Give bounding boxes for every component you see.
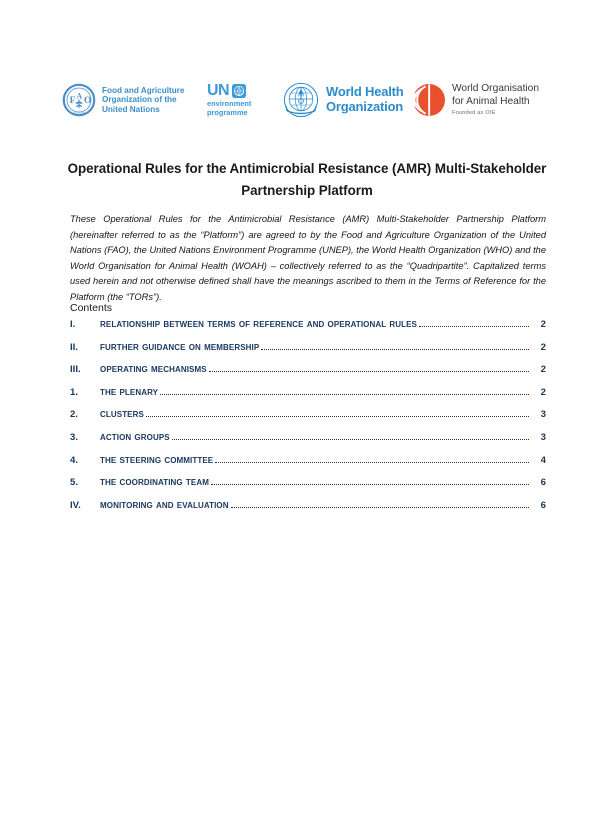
toc-leader-dots <box>211 477 529 485</box>
toc-page-number: 4 <box>540 454 546 466</box>
unep-abbrev: UN <box>207 81 230 99</box>
toc-page-number: 2 <box>540 364 546 376</box>
who-line-2: Organization <box>326 99 404 114</box>
svg-text:A: A <box>76 91 83 101</box>
toc-leader-dots <box>172 432 529 440</box>
svg-text:O: O <box>84 96 92 106</box>
toc-label: action groups <box>100 430 170 443</box>
logo-woah <box>412 83 552 117</box>
toc-entry[interactable] <box>70 454 546 477</box>
toc-label: the plenary <box>100 385 159 398</box>
fao-line-3: United Nations <box>102 104 160 114</box>
fao-emblem-icon <box>62 83 96 117</box>
toc-label: clusters <box>100 408 144 421</box>
toc-leader-dots <box>146 409 529 417</box>
toc-page-number: 2 <box>540 341 546 353</box>
toc-number: 1. <box>70 386 79 398</box>
toc-entry[interactable] <box>70 341 546 364</box>
svg-text:F: F <box>69 96 76 106</box>
who-line-1: World Health <box>326 84 404 100</box>
toc-number: II. <box>70 341 78 353</box>
toc-number: I. <box>70 319 76 330</box>
table-of-contents <box>70 318 546 521</box>
who-emblem-icon <box>282 81 320 119</box>
toc-page-number: 6 <box>540 499 546 511</box>
fao-line-2: Organization of the <box>102 95 177 105</box>
toc-label: operating mechanisms <box>100 363 207 376</box>
unep-wordmark <box>207 100 251 117</box>
woah-subtitle: Founded as OIE <box>452 109 496 116</box>
woah-line-2: for Animal Health <box>452 95 530 107</box>
toc-label: the coordinating team <box>100 476 209 489</box>
toc-leader-dots <box>209 364 529 372</box>
toc-leader-dots <box>215 455 529 463</box>
toc-entry[interactable] <box>70 499 546 522</box>
logo-fao <box>62 83 207 117</box>
toc-page-number: 3 <box>540 431 546 443</box>
toc-entry[interactable] <box>70 408 546 431</box>
toc-label: further guidance on membership <box>100 340 260 353</box>
logo-who <box>282 81 412 119</box>
unep-line-2: programme <box>207 107 248 117</box>
toc-number: III. <box>70 364 81 376</box>
woah-line-1: World Organisation <box>452 83 540 95</box>
toc-number: IV. <box>70 499 81 511</box>
toc-leader-dots <box>231 500 529 508</box>
unep-line-1: environment <box>207 98 252 108</box>
organization-logo-bar <box>62 70 552 130</box>
toc-page-number: 3 <box>540 409 546 421</box>
toc-page-number: 2 <box>540 319 546 330</box>
fao-wordmark <box>102 86 184 114</box>
page-title: Operational Rules for the Antimicrobial Resistance (AMR) Multi-Stakeholder Partnership Platform <box>67 161 547 198</box>
toc-number: 4. <box>70 454 79 466</box>
toc-entry[interactable] <box>70 431 546 454</box>
toc-entry[interactable] <box>70 386 546 409</box>
toc-number: 3. <box>70 431 79 443</box>
toc-leader-dots <box>261 342 529 350</box>
toc-number: 2. <box>70 409 79 421</box>
toc-entry[interactable] <box>70 476 546 499</box>
toc-label: monitoring and evaluation <box>100 498 229 511</box>
who-wordmark <box>326 85 404 114</box>
svg-text:FIAT PANIS: FIAT PANIS <box>71 111 87 115</box>
contents-heading: Contents <box>70 302 113 314</box>
woah-emblem-icon <box>412 83 446 117</box>
toc-label: the steering committee <box>100 453 214 466</box>
toc-page-number: 6 <box>540 477 546 489</box>
logo-unep <box>207 83 282 117</box>
woah-wordmark <box>452 83 539 116</box>
toc-leader-dots <box>160 387 529 395</box>
toc-page-number: 2 <box>540 386 546 398</box>
toc-entry[interactable] <box>70 363 546 386</box>
toc-label: relationship between terms of reference and operational rules <box>100 318 417 330</box>
toc-number: 5. <box>70 477 79 489</box>
fao-line-1: Food and Agriculture <box>102 86 185 96</box>
intro-paragraph: These Operational Rules for the Antimicrobial Resistance (AMR) Multi-Stakeholder Partnership Platform (hereinafter referred to as the “Platform”) are agreed to by the Food and Agriculture Organization of the United Nations (FAO), the United Nations Environment Programme (UNEP), the World Health Organization (WHO) and the World Organisation for Animal Health (WOAH) – collectively referred to as the “Quadripartite”. Capitalized terms used herein and not otherwise defined shall have the meanings ascribed to them in the Terms of Reference for the Platform (the “TORs”). <box>70 214 546 303</box>
toc-leader-dots <box>419 319 529 327</box>
unep-emblem-icon <box>232 84 246 98</box>
toc-entry[interactable] <box>70 318 546 341</box>
